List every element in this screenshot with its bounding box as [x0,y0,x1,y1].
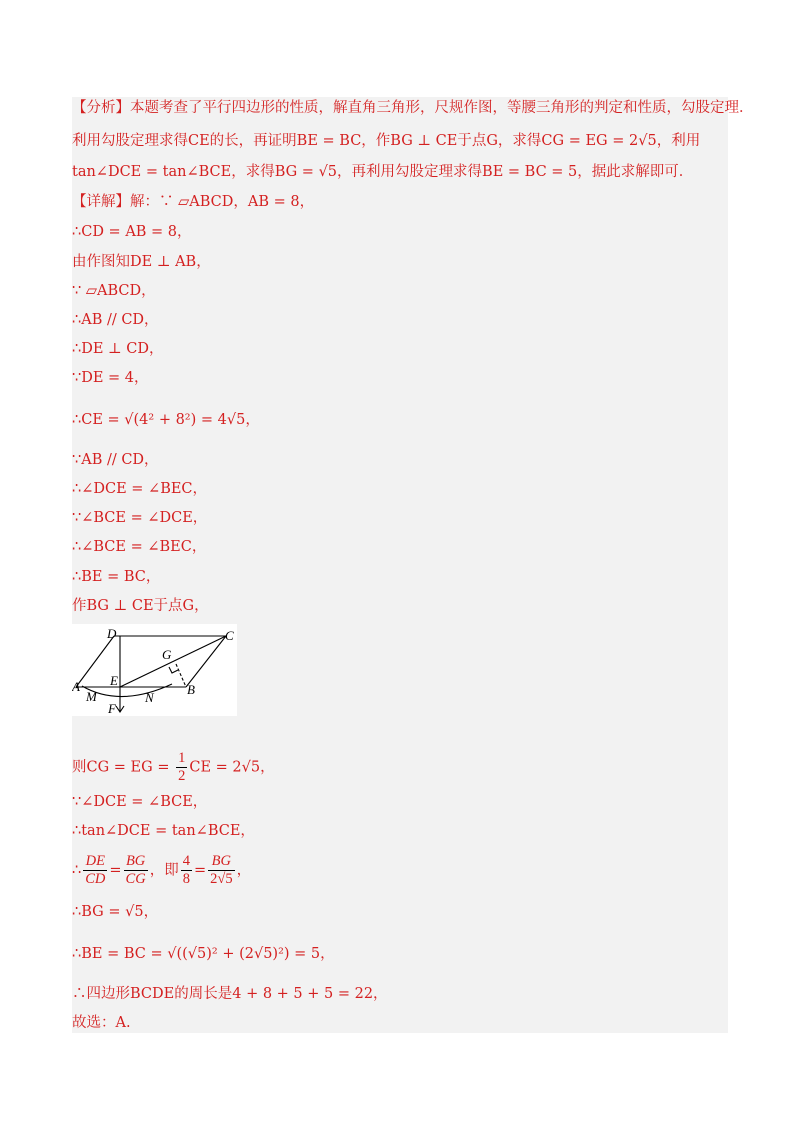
analysis-line-3: tan∠DCE = tan∠BCE，求得BG = √5，再利用勾股定理求得BE = BC = 5，据此求解即可． [72,164,694,180]
ratio-4: 4 [182,853,190,869]
step-1: ∴CD = AB = 8， [72,224,192,240]
answer-line: 故选：A. [72,1015,131,1031]
ratio-4-8 [181,853,192,888]
ratio-bg-2root5 [208,853,234,888]
ratio-cg: CG [125,871,146,887]
step-5: ∴DE ⊥ CD， [72,341,164,357]
ratio-de-cd [83,853,107,888]
ratio-bg-cg [124,853,148,888]
label-m: M [86,689,97,704]
step-be: ∴BE = BC = √((√5)² + (2√5)²) = 5， [72,946,335,962]
label-d: D [107,626,117,641]
step-12: ∴BE = BC， [72,569,161,585]
step-4: ∴AB // CD， [72,312,159,328]
ratio-end: ， [236,862,252,879]
step-tan: ∴tan∠DCE = tan∠BCE， [72,823,255,839]
ratio-bg-2: BG [208,853,234,871]
fraction-half [176,750,187,785]
step-13: 作BG ⊥ CE于点G， [72,598,209,614]
label-f: F [108,701,116,716]
detail-header-rest: 解：∵ ▱ABCD，AB = 8， [130,194,315,210]
geometry-figure [72,624,237,716]
step-7: ∴CE = √(4² + 8²) = 4√5， [72,412,260,428]
ratio-2root5: 2√5 [210,871,233,887]
detail-header-line [72,192,314,212]
label-b: B [187,682,195,697]
ratio-de: DE [83,853,107,871]
ratio-bg: BG [124,853,148,871]
label-g: G [162,647,172,662]
step-cg-prefix: 则CG = EG = [72,759,175,776]
fraction-half-den: 2 [178,768,186,784]
step-ratio: ∴ $\frac{DE}{CD}$ = $\frac{BG}{CG}$ ，即 $\frac{4}{8}$ = $\frac{BG}{2√5}$ ， [72,853,252,887]
label-n: N [145,690,154,705]
step-6: ∵DE = 4， [72,370,149,386]
detail-header: 【详解】 [72,194,130,210]
step-bg: ∴BG = √5， [72,904,159,920]
step-8: ∵AB // CD， [72,452,159,468]
label-a: A [72,679,80,694]
step-cg [72,750,275,785]
step-11: ∴∠BCE = ∠BEC， [72,539,207,555]
step-angles: ∵∠DCE = ∠BCE， [72,794,208,810]
analysis-line-1: 【分析】本题考查了平行四边形的性质，解直角三角形，尺规作图，等腰三角形的判定和性质，勾股定理． [72,100,754,116]
ratio-8: 8 [182,871,190,887]
ratio-mid: ，即 [149,862,179,879]
ratio-cd: CD [85,871,106,887]
step-perimeter: ∴四边形BCDE的周长是4 + 8 + 5 + 5 = 22， [72,986,388,1002]
step-ratio-prefix: ∴ [72,862,82,879]
step-cg-suffix: CE = 2√5， [189,759,275,776]
step-9: ∴∠DCE = ∠BEC， [72,481,208,497]
label-c: C [225,628,234,643]
step-3: ∵ ▱ABCD， [72,283,156,299]
parallelogram-diagram [72,624,237,716]
fraction-half-num: 1 [178,750,186,766]
analysis-line-2: 利用勾股定理求得CE的长，再证明BE = BC，作BG ⊥ CE于点G，求得CG = EG = 2√5，利用 [72,133,701,149]
step-2: 由作图知DE ⊥ AB， [72,254,211,270]
step-10: ∵∠BCE = ∠DCE， [72,510,208,526]
label-e: E [110,673,118,688]
